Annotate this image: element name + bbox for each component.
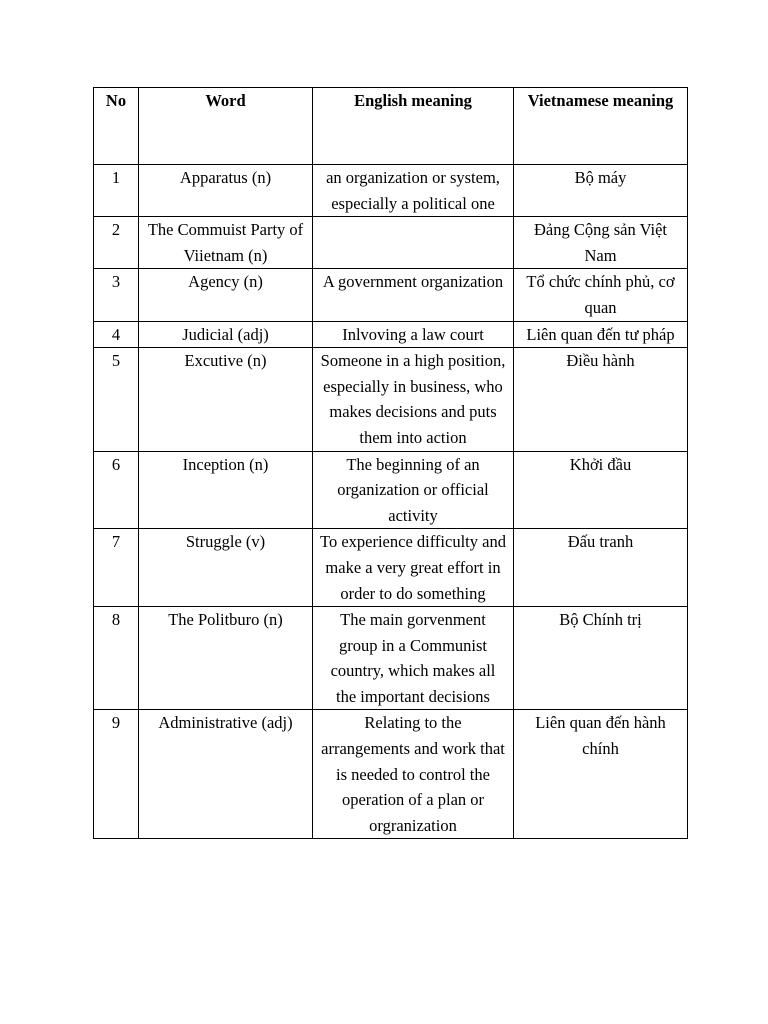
cell-no: 5 (94, 348, 139, 451)
cell-word: The Commuist Party of Viietnam (n) (139, 217, 313, 269)
cell-word: Administrative (adj) (139, 710, 313, 839)
cell-english-meaning: The main gorvenment group in a Communist country, which makes all the important decisions (313, 607, 514, 710)
cell-vietnamese-meaning: Bộ máy (514, 165, 688, 217)
cell-no: 4 (94, 321, 139, 348)
header-no: No (94, 88, 139, 165)
cell-no: 2 (94, 217, 139, 269)
header-word: Word (139, 88, 313, 165)
cell-english-meaning: To experience difficulty and make a very great effort in order to do something (313, 529, 514, 607)
cell-vietnamese-meaning: Khởi đầu (514, 451, 688, 529)
cell-word: Agency (n) (139, 269, 313, 321)
cell-word: Inception (n) (139, 451, 313, 529)
cell-word: Struggle (v) (139, 529, 313, 607)
table-row (94, 321, 688, 348)
cell-no: 6 (94, 451, 139, 529)
cell-english-meaning: Relating to the arrangements and work that is needed to control the operation of a plan or orgranization (313, 710, 514, 839)
table-row (94, 451, 688, 529)
cell-vietnamese-meaning: Liên quan đến hành chính (514, 710, 688, 839)
table-row (94, 269, 688, 321)
cell-word: Judicial (adj) (139, 321, 313, 348)
table-row (94, 348, 688, 451)
table-row (94, 607, 688, 710)
table-row (94, 710, 688, 839)
cell-word: Apparatus (n) (139, 165, 313, 217)
header-english-meaning: English meaning (313, 88, 514, 165)
cell-no: 7 (94, 529, 139, 607)
cell-vietnamese-meaning: Đấu tranh (514, 529, 688, 607)
cell-no: 1 (94, 165, 139, 217)
table-header-row (94, 88, 688, 165)
cell-no: 8 (94, 607, 139, 710)
vocabulary-table (93, 87, 688, 839)
cell-english-meaning: A government organization (313, 269, 514, 321)
cell-vietnamese-meaning: Bộ Chính trị (514, 607, 688, 710)
table-row (94, 529, 688, 607)
cell-vietnamese-meaning: Tổ chức chính phủ, cơ quan (514, 269, 688, 321)
cell-word: Excutive (n) (139, 348, 313, 451)
cell-no: 9 (94, 710, 139, 839)
cell-vietnamese-meaning: Liên quan đến tư pháp (514, 321, 688, 348)
cell-vietnamese-meaning: Đảng Cộng sản Việt Nam (514, 217, 688, 269)
cell-english-meaning: an organization or system, especially a political one (313, 165, 514, 217)
cell-english-meaning: Someone in a high position, especially in business, who makes decisions and puts them into action (313, 348, 514, 451)
header-vietnamese-meaning: Vietnamese meaning (514, 88, 688, 165)
cell-word: The Politburo (n) (139, 607, 313, 710)
cell-no: 3 (94, 269, 139, 321)
cell-english-meaning (313, 217, 514, 269)
cell-vietnamese-meaning: Điều hành (514, 348, 688, 451)
cell-english-meaning: The beginning of an organization or official activity (313, 451, 514, 529)
table-row (94, 165, 688, 217)
table-row (94, 217, 688, 269)
cell-english-meaning: Inlvoving a law court (313, 321, 514, 348)
